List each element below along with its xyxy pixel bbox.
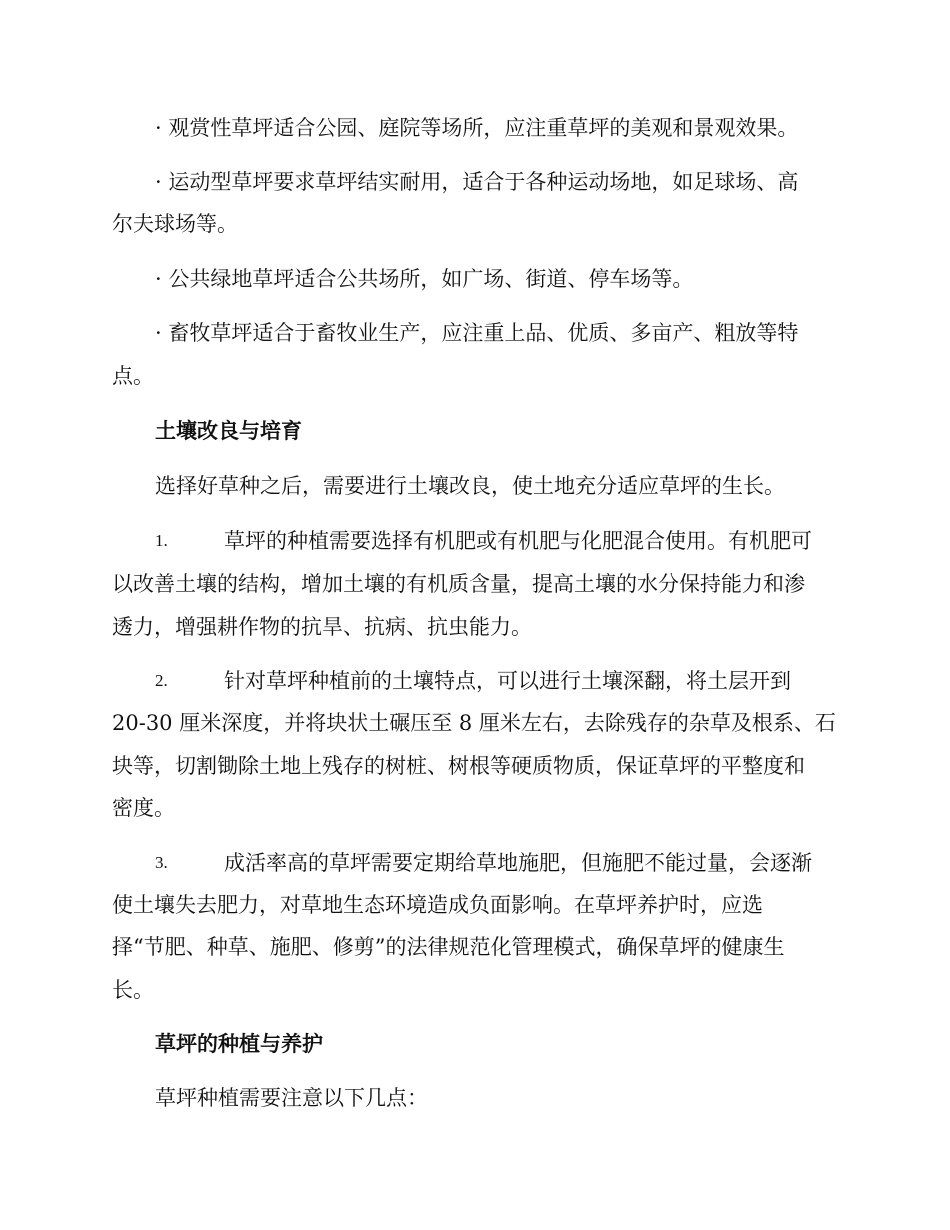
list-item-1-line-1: 草坪的种植需要选择有机肥或有机肥与化肥混合使用。有机肥可: [224, 529, 812, 553]
bullet-sports-lawn: · 运动型草坪要求草坪结实耐用，适合于各种运动场地，如足球场、高: [155, 170, 799, 194]
list-number-2: 2.: [155, 671, 168, 690]
bullet-pasture-lawn-cont: 点。: [112, 364, 154, 388]
section-heading-soil: 土壤改良与培育: [155, 418, 302, 443]
bullet-sports-lawn-cont: 尔夫球场等。: [112, 212, 238, 236]
list-number-3: 3.: [155, 853, 168, 872]
bullet-ornamental-lawn: · 观赏性草坪适合公园、庭院等场所，应注重草坪的美观和景观效果。: [155, 116, 799, 140]
list-item-2-line-1: 针对草坪种植前的土壤特点，可以进行土壤深翻，将土层开到: [224, 669, 791, 693]
list-item-3-line-1: 成活率高的草坪需要定期给草地施肥，但施肥不能过量，会逐渐: [224, 851, 812, 875]
list-item-2-line-3: 块等，切割锄除土地上残存的树桩、树根等硬质物质，保证草坪的平整度和: [112, 754, 805, 778]
list-item-3-line-4: 长。: [112, 978, 154, 1002]
list-number-1: 1.: [155, 531, 168, 550]
list-item-2-line-2: 20-30 厘米深度，并将块状土碾压至 8 厘米左右，去除残存的杂草及根系、石: [112, 711, 836, 735]
bullet-public-green-lawn: · 公共绿地草坪适合公共场所，如广场、街道、停车场等。: [155, 267, 694, 291]
section-intro-soil: 选择好草种之后，需要进行土壤改良，使土地充分适应草坪的生长。: [155, 474, 785, 498]
section-heading-planting: 草坪的种植与养护: [155, 1031, 323, 1056]
section-intro-planting: 草坪种植需要注意以下几点：: [155, 1086, 428, 1110]
bullet-pasture-lawn: · 畜牧草坪适合于畜牧业生产，应注重上品、优质、多亩产、粗放等特: [155, 321, 799, 345]
list-item-1-line-3: 透力，增强耕作物的抗旱、抗病、抗虫能力。: [112, 615, 532, 639]
list-item-3-line-3: 择“节肥、种草、施肥、修剪”的法律规范化管理模式，确保草坪的健康生: [112, 935, 785, 959]
list-item-2-line-4: 密度。: [112, 796, 175, 820]
list-item-1-line-2: 以改善土壤的结构，增加土壤的有机质含量，提高土壤的水分保持能力和渗: [112, 572, 805, 596]
list-item-3-line-2: 使土壤失去肥力，对草地生态环境造成负面影响。在草坪养护时，应选: [112, 893, 763, 917]
